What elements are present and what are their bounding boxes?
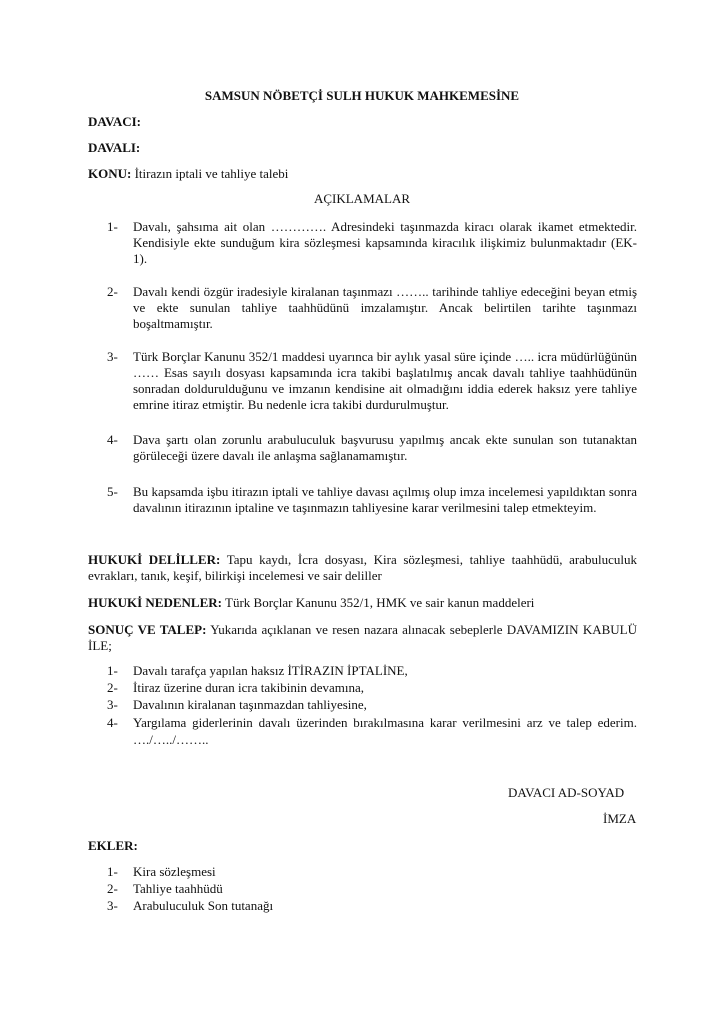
konu-line	[88, 166, 288, 182]
item-number: 5-	[107, 484, 118, 499]
item-number: 1-	[107, 219, 118, 234]
item-line: …… Esas sayılı dosyası kapsamında icra takibi başlatılmış ancak davalı tahliye taahhüdünün	[133, 365, 637, 380]
signature-imza: İMZA	[603, 811, 637, 826]
deliller-text: Tapu kaydı, İcra dosyası, Kira sözleşmesi, tahliye taahhüdü, arabuluculuk	[220, 552, 637, 567]
item-line: Davalı kendi özgür iradesiyle kiralanan taşınmazı …….. tarihinde tahliye edeceğini beyan etmiş	[133, 284, 637, 299]
item-number: 2-	[107, 284, 118, 299]
item-line: davalının itirazının iptaline ve taşınmazın tahliyesine karar verilmesini talep etmekteyim.	[133, 500, 597, 515]
ek-number: 3-	[107, 898, 118, 913]
deliller-line	[88, 552, 637, 568]
item-number: 4-	[107, 432, 118, 447]
request-text: İtiraz üzerine duran icra takibinin devamına,	[133, 680, 365, 695]
sonuc-label: SONUÇ VE TALEP:	[88, 622, 207, 637]
davaci-label: DAVACI:	[88, 114, 141, 129]
ek-number: 2-	[107, 881, 118, 896]
konu-text: İtirazın iptali ve tahliye talebi	[131, 166, 289, 181]
item-line: boşaltmamıştır.	[133, 316, 213, 331]
item-line: Davalı, şahsıma ait olan …………. Adresindeki taşınmazda kiracı olarak ikamet etmektedir.	[133, 219, 637, 234]
item-line: görüleceği üzere davalı ile anlaşma sağlanamamıştır.	[133, 448, 408, 463]
sonuc-line	[88, 622, 637, 638]
item-line: Bu kapsamda işbu itirazın iptali ve tahliye davası açılmış olup imza incelemesi yapıldıktan sonra	[133, 484, 637, 499]
request-number: 1-	[107, 663, 118, 678]
deliller-line-2: evrakları, tanık, keşif, bilirkişi incelemesi ve sair deliller	[88, 568, 382, 583]
ek-text: Tahliye taahhüdü	[133, 881, 223, 896]
sonuc-text: Yukarıda açıklanan ve resen nazara alınacak sebeplerle DAVAMIZIN KABULÜ	[206, 622, 638, 637]
ek-text: Kira sözleşmesi	[133, 864, 216, 879]
item-line: emrine itiraz etmiştir. Bu nedenle icra takibi durdurulmuştur.	[133, 397, 449, 412]
item-line: Dava şartı olan zorunlu arabuluculuk başvurusu yapılmış ancak ekte sunulan son tutanaktan	[133, 432, 637, 447]
ek-text: Arabuluculuk Son tutanağı	[133, 898, 274, 913]
date-line: …./…../……..	[133, 732, 209, 747]
aciklamalar-heading: AÇIKLAMALAR	[313, 191, 411, 206]
ekler-label: EKLER:	[88, 838, 138, 853]
request-number: 3-	[107, 697, 118, 712]
signature-name: DAVACI AD-SOYAD	[508, 785, 625, 800]
item-line: Türk Borçlar Kanunu 352/1 maddesi uyarınca bir aylık yasal süre içinde ….. icra müdürlüğünün	[133, 349, 637, 364]
item-line: ve ekte sunulan tahliye taahhüdünü imzalamıştır. Ancak belirtilen tarihte taşınmazı	[133, 300, 637, 315]
request-text: Davalının kiralanan taşınmazdan tahliyesine,	[133, 697, 367, 712]
item-line: 1).	[133, 251, 148, 266]
item-line: sonradan doldurulduğunu ve imzanın kendisine ait olmadığını iddia ederek haksız yere tahliye	[133, 381, 637, 396]
request-number: 2-	[107, 680, 118, 695]
request-number: 4-	[107, 715, 118, 730]
court-title: SAMSUN NÖBETÇİ SULH HUKUK MAHKEMESİNE	[204, 88, 520, 103]
item-line: Kendisiyle ekte sunduğum kira sözleşmesi kapsamında kiracılık ilişkimiz bulunmaktadır (EK-	[133, 235, 637, 250]
request-text: Davalı tarafça yapılan haksız İTİRAZIN İPTALİNE,	[133, 663, 408, 678]
konu-label: KONU:	[88, 166, 132, 181]
request-text: Yargılama giderlerinin davalı üzerinden bırakılmasına karar verilmesini arz ve talep ederim.	[133, 715, 637, 730]
deliller-label: HUKUKİ DELİLLER:	[88, 552, 221, 567]
ek-number: 1-	[107, 864, 118, 879]
sonuc-line-2: İLE;	[88, 638, 112, 653]
nedenler-text: Türk Borçlar Kanunu 352/1, HMK ve sair kanun maddeleri	[222, 595, 535, 610]
nedenler-line	[88, 595, 534, 611]
davali-label: DAVALI:	[88, 140, 141, 155]
item-number: 3-	[107, 349, 118, 364]
nedenler-label: HUKUKİ NEDENLER:	[88, 595, 222, 610]
